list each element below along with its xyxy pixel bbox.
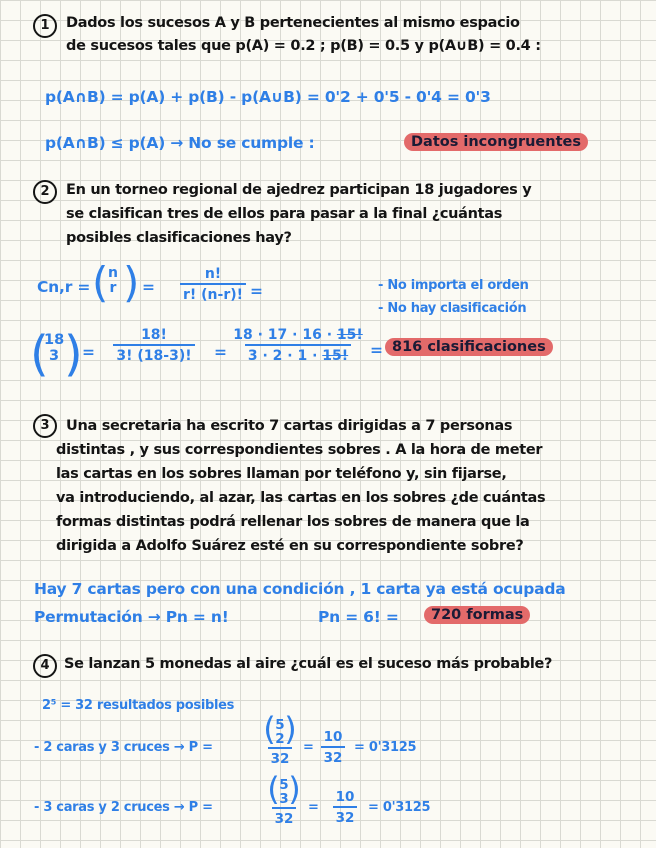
problem-2-statement-line-2: se clasifican tres de ellos para pasar a la final ¿cuántas — [66, 206, 503, 222]
row-1-result: = 0'3125 — [354, 740, 417, 755]
equals-calc-1: = — [82, 343, 95, 361]
fraction-numerator: n! — [204, 266, 222, 282]
problem-3-statement-line-6: dirigida a Adolfo Suárez esté en su correspondiente sobre? — [56, 538, 524, 554]
problem-3-statement-line-2: distintas , y sus correspondientes sobres . A la hora de meter — [56, 442, 543, 458]
calc-fraction-2-denominator — [245, 344, 351, 364]
row-2-binom-top: 5 — [279, 777, 289, 793]
equals-calc-3: = — [370, 341, 383, 359]
calc-fraction-1-numerator: 18! — [141, 327, 167, 343]
problem-3-permutation-value: Pn = 6! = — [318, 608, 399, 626]
right-paren-calc: ) — [64, 326, 83, 382]
row-1-binom-top: 5 — [275, 717, 285, 733]
problem-3-condition: Hay 7 cartas pero con una condición , 1 carta ya está ocupada — [34, 580, 566, 598]
problem-3-permutation: Permutación → Pn = n! — [34, 608, 229, 626]
problem-number-3: 3 — [33, 414, 57, 438]
problem-1-statement-line-2: de sucesos tales que p(A) = 0.2 ; p(B) = 0.5 y p(A∪B) = 0.4 : — [66, 38, 541, 54]
binomial-18-3 — [44, 333, 64, 365]
left-paren: ( — [92, 258, 109, 307]
denominator-product: 3 · 2 · 1 · — [247, 348, 318, 364]
calc-fraction-2-numerator — [230, 327, 366, 344]
binom-top: n — [108, 265, 118, 281]
problem-2-result-highlight: 816 clasificaciones — [385, 338, 553, 356]
problem-1-result-highlight: Datos incongruentes — [404, 133, 588, 151]
calc-fraction-2 — [230, 327, 366, 364]
row-2-equals: = — [308, 800, 319, 815]
fraction-denominator: r! (n-r)! — [180, 283, 246, 303]
numerator-product: 18 · 17 · 16 · — [233, 327, 333, 343]
problem-1-statement-line-1: Dados los sucesos A y B pertenecientes al mismo espacio — [66, 15, 520, 31]
row-1-denominator: 32 — [268, 747, 293, 767]
row-1-fraction — [260, 710, 300, 768]
denominator-cancelled: 15! — [322, 348, 349, 364]
row-2-binomial — [267, 770, 301, 808]
note-order: - No importa el orden — [378, 278, 529, 293]
row-2-denominator-2: 32 — [333, 806, 358, 826]
binomial-n-r — [108, 266, 118, 297]
problem-2-statement-line-3: posibles clasificaciones hay? — [66, 230, 292, 246]
problem-number-1: 1 — [33, 14, 57, 38]
row-2-numerator-2: 10 — [335, 789, 355, 805]
calc-fraction-1-denominator: 3! (18-3)! — [113, 344, 194, 364]
problem-1-condition-check: p(A∩B) ≤ p(A) → No se cumple : — [45, 134, 315, 152]
row-2-result: = 0'3125 — [368, 800, 431, 815]
row-1-equals: = — [303, 740, 314, 755]
problem-3-statement-line-1: Una secretaria ha escrito 7 cartas dirigidas a 7 personas — [66, 418, 513, 434]
row-2-right-paren: ) — [288, 770, 301, 808]
row-2-fraction — [264, 770, 304, 828]
problem-3-statement-line-3: las cartas en los sobres llaman por teléfono y, sin fijarse, — [56, 466, 507, 482]
problem-number-4: 4 — [33, 654, 57, 678]
row-2-label: - 3 caras y 2 cruces → P = — [34, 800, 213, 815]
combination-symbol: Cn,r = — [37, 278, 91, 296]
problem-3-statement-line-5: formas distintas podrá rellenar los sobres de manera que la — [56, 514, 530, 530]
row-1-left-paren: ( — [263, 710, 276, 748]
row-2-left-paren: ( — [267, 770, 280, 808]
problem-3-result-highlight: 720 formas — [424, 606, 530, 624]
problem-1-intersection-formula: p(A∩B) = p(A) + p(B) - p(A∪B) = 0'2 + 0'5 - 0'4 = 0'3 — [45, 88, 491, 106]
row-1-label: - 2 caras y 3 cruces → P = — [34, 740, 213, 755]
equals-calc-2: = — [214, 343, 227, 361]
problem-number-2: 2 — [33, 180, 57, 204]
problem-4-total-outcomes: 2⁵ = 32 resultados posibles — [42, 698, 235, 713]
problem-3-statement-line-4: va introduciendo, al azar, las cartas en los sobres ¿de cuántas — [56, 490, 546, 506]
binom-bottom: r — [109, 280, 117, 297]
problem-2-statement-line-1: En un torneo regional de ajedrez participan 18 jugadores y — [66, 182, 532, 198]
problem-4-statement: Se lanzan 5 monedas al aire ¿cuál es el suceso más probable? — [64, 656, 553, 672]
binom-top-18: 18 — [44, 332, 65, 348]
numerator-cancelled: 15! — [336, 327, 363, 343]
row-1-right-paren: ) — [284, 710, 297, 748]
row-2-binom-bottom: 3 — [279, 791, 289, 808]
right-paren: ) — [123, 258, 140, 307]
row-2-fraction-2 — [328, 789, 362, 826]
row-2-denominator: 32 — [272, 807, 297, 827]
row-1-binomial — [263, 710, 297, 748]
left-paren-calc: ( — [30, 326, 49, 382]
row-1-fraction-2 — [316, 729, 350, 766]
equals-trailing: = — [250, 282, 263, 300]
row-1-numerator-2: 10 — [323, 729, 343, 745]
calc-fraction-1 — [98, 327, 210, 364]
binom-bottom-3: 3 — [49, 347, 60, 364]
equals-sign: = — [142, 278, 155, 296]
row-1-binom-bottom: 2 — [275, 731, 285, 748]
row-1-denominator-2: 32 — [321, 746, 346, 766]
note-classification: - No hay clasificación — [378, 301, 527, 316]
